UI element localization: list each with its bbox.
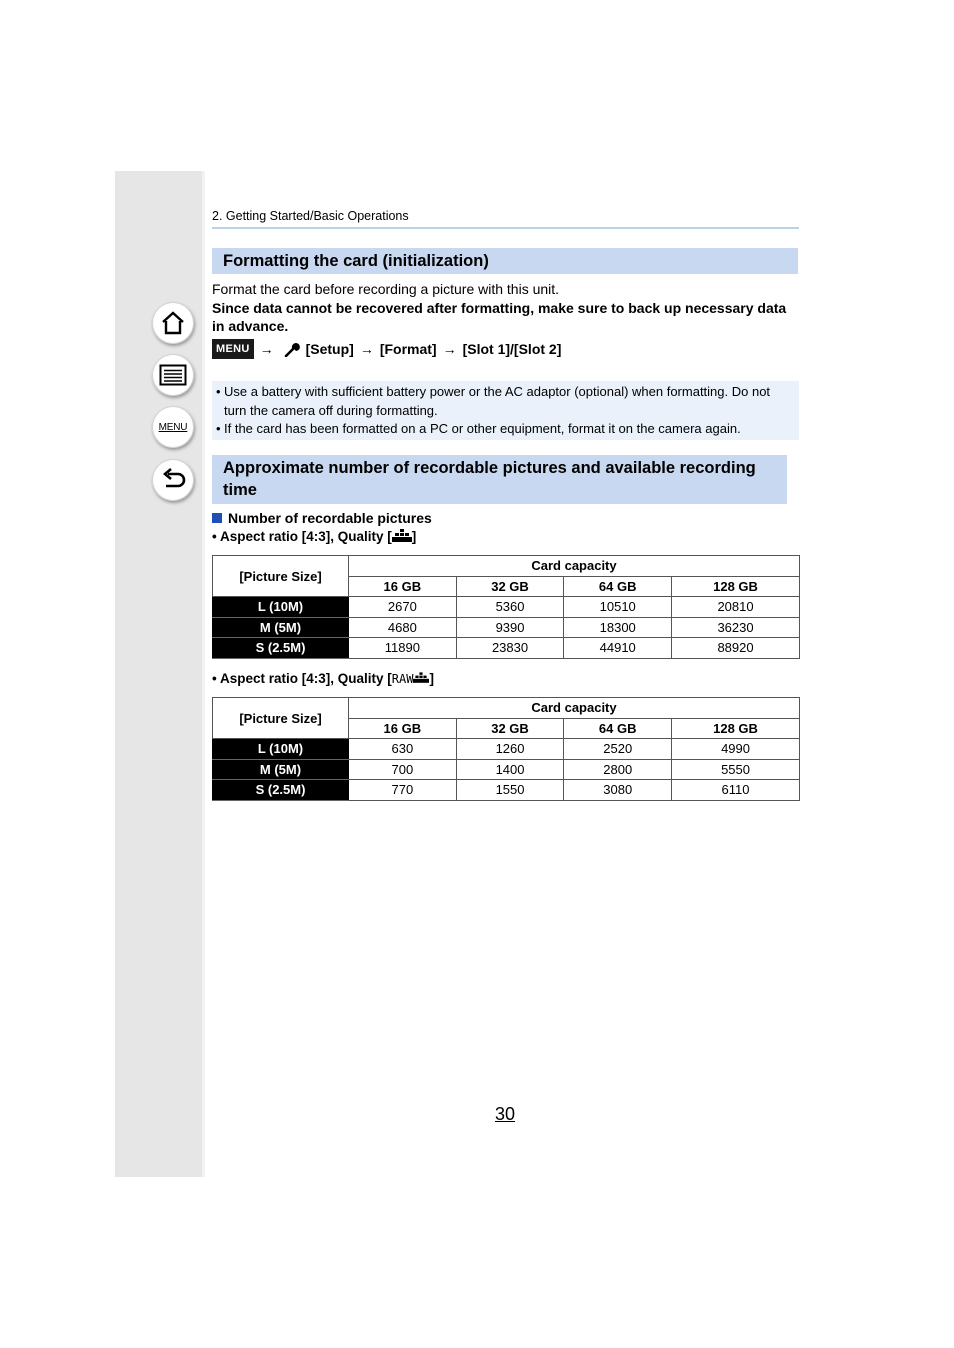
row-header: L (10M) [213, 597, 349, 618]
table-cell: 5550 [672, 759, 800, 780]
table-cell: 2800 [564, 759, 672, 780]
table-cell: 4680 [349, 617, 457, 638]
row-header: S (2.5M) [213, 638, 349, 659]
subheading-recordable-pictures [212, 510, 432, 526]
table-cell: 18300 [564, 617, 672, 638]
table-recordable-fine [212, 555, 800, 659]
note-item: • If the card has been formatted on a PC or other equipment, format it on the camera again. [216, 420, 791, 439]
row-header: L (10M) [213, 739, 349, 760]
section-title: Approximate number of recordable pictures and available recording time [223, 459, 756, 499]
table-row [213, 759, 800, 780]
page-number: 30 [495, 1104, 516, 1124]
intro-text: Format the card before recording a picture with this unit. [212, 281, 560, 297]
notes-box [212, 381, 799, 440]
home-button[interactable] [152, 302, 194, 344]
caption-prefix: • Aspect ratio [4:3], Quality [ [212, 671, 392, 686]
caption-suffix: ] [429, 671, 434, 686]
table-cell: 2670 [349, 597, 457, 618]
capacity-column-header: 128 GB [672, 718, 800, 739]
capacity-column-header: 16 GB [349, 576, 457, 597]
row-header: M (5M) [213, 759, 349, 780]
card-capacity-header: Card capacity [349, 698, 800, 719]
menu-label: MENU [158, 421, 188, 433]
raw-quality-label: RAW [391, 672, 414, 686]
table-cell: 700 [349, 759, 457, 780]
table-row [213, 739, 800, 760]
card-capacity-header: Card capacity [349, 556, 800, 577]
capacity-column-header: 64 GB [564, 576, 672, 597]
capacity-column-header: 16 GB [349, 718, 457, 739]
table-cell: 1550 [456, 780, 564, 801]
wrench-icon [284, 341, 302, 357]
home-icon [160, 310, 186, 336]
table-cell: 1260 [456, 739, 564, 760]
breadcrumb-divider [212, 227, 799, 229]
picture-size-header: [Picture Size] [213, 556, 349, 597]
table-row [213, 638, 800, 659]
warning-text: Since data cannot be recovered after formatting, make sure to back up necessary data in advance. [212, 300, 787, 334]
menu-path-format: [Format] [379, 341, 437, 357]
table-cell: 20810 [672, 597, 800, 618]
capacity-column-header: 64 GB [564, 718, 672, 739]
menu-path-setup: [Setup] [305, 341, 354, 357]
menu-path-slots: [Slot 1]/[Slot 2] [462, 341, 562, 357]
back-button[interactable] [152, 459, 194, 501]
table-cell: 44910 [564, 638, 672, 659]
table-cell: 770 [349, 780, 457, 801]
table1-caption [212, 529, 416, 544]
contents-button[interactable] [152, 354, 194, 396]
table-cell: 2520 [564, 739, 672, 760]
section-title: Formatting the card (initialization) [223, 252, 489, 270]
table-cell: 9390 [456, 617, 564, 638]
table-cell: 10510 [564, 597, 672, 618]
capacity-column-header: 128 GB [672, 576, 800, 597]
table-row [213, 617, 800, 638]
row-header: S (2.5M) [213, 780, 349, 801]
section-heading-formatting [212, 248, 798, 274]
table-cell: 23830 [456, 638, 564, 659]
table-cell: 630 [349, 739, 457, 760]
table-row [213, 780, 800, 801]
caption-prefix: • Aspect ratio [4:3], Quality [ [212, 529, 392, 544]
breadcrumb: 2. Getting Started/Basic Operations [212, 209, 409, 223]
note-text: If the card has been formatted on a PC or other equipment, format it on the camera again. [224, 421, 741, 436]
back-arrow-icon [160, 468, 186, 492]
note-text: Use a battery with sufficient battery power or the AC adaptor (optional) when formatting. Do not turn the camera off during formatting. [224, 384, 771, 418]
arrow: → [259, 341, 274, 357]
list-icon [159, 364, 187, 386]
table-cell: 5360 [456, 597, 564, 618]
table-cell: 3080 [564, 780, 672, 801]
arrow: → [359, 341, 374, 357]
subheading-text: Number of recordable pictures [228, 510, 432, 526]
section-heading-recordable [212, 455, 787, 504]
capacity-column-header: 32 GB [456, 576, 564, 597]
table2-caption [212, 671, 434, 686]
table-recordable-raw-fine [212, 697, 800, 801]
caption-suffix: ] [411, 529, 417, 544]
table-cell: 1400 [456, 759, 564, 780]
fine-quality-icon [413, 671, 429, 685]
table-cell: 36230 [672, 617, 800, 638]
note-item: • Use a battery with sufficient battery power or the AC adaptor (optional) when formatting. Do not turn the camera off during formatting. [216, 383, 791, 420]
arrow: → [442, 341, 457, 357]
capacity-column-header: 32 GB [456, 718, 564, 739]
menu-list-button[interactable] [152, 406, 194, 448]
table-cell: 6110 [672, 780, 800, 801]
table-cell: 4990 [672, 739, 800, 760]
fine-quality-icon [392, 529, 412, 543]
table-cell: 11890 [349, 638, 457, 659]
square-bullet-icon [212, 513, 222, 523]
menu-path [212, 339, 561, 359]
menu-chip: MENU [212, 339, 254, 359]
picture-size-header: [Picture Size] [213, 698, 349, 739]
table-row [213, 597, 800, 618]
row-header: M (5M) [213, 617, 349, 638]
table-cell: 88920 [672, 638, 800, 659]
